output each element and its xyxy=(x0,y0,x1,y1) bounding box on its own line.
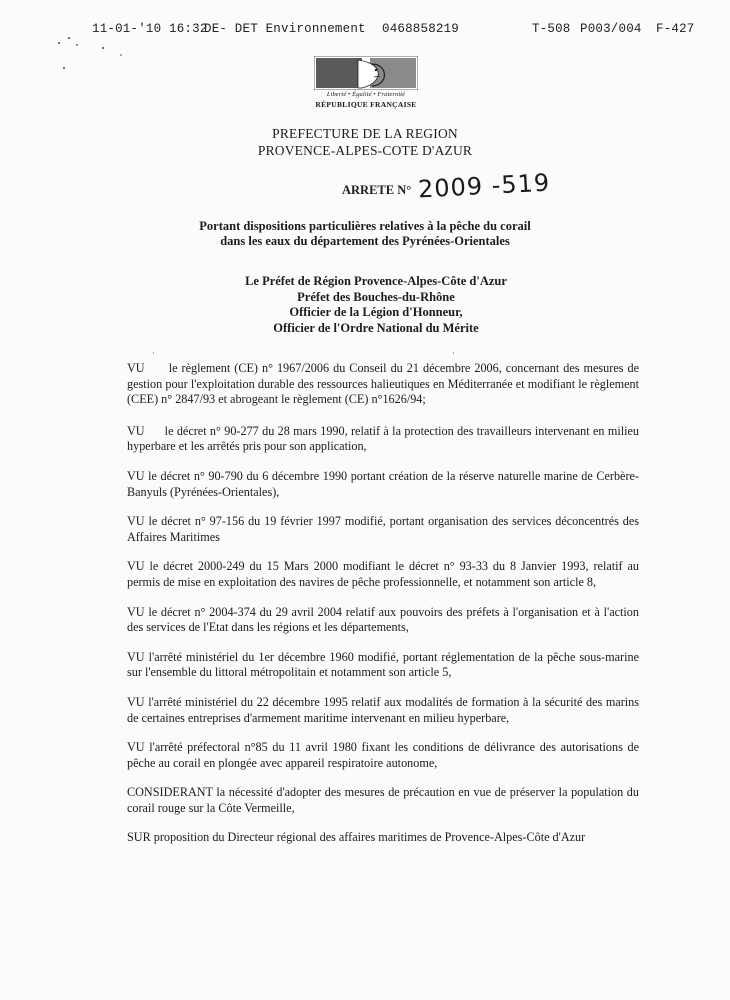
proposition-paragraph: SUR proposition du Directeur régional des affaires maritimes de Provence-Alpes-Côte d'Azur xyxy=(127,830,586,845)
prefet-line-2: Préfet des Bouches-du-Rhône xyxy=(297,289,455,304)
subject-line-2: dans les eaux du département des Pyrénées-Orientales xyxy=(220,234,510,248)
prefet-line-1: Le Préfet de Région Provence-Alpes-Côte d'Azur xyxy=(245,274,507,288)
prefecture-line-2: PROVENCE-ALPES-COTE D'AZUR xyxy=(257,143,473,158)
visa-paragraph: VU l'arrêté ministériel du 22 décembre 1995 relatif aux modalités de formation à la sécurité des marins de certaines entreprises d'armement maritime intervenant en milieu hyperbare, xyxy=(127,694,639,725)
considerant-paragraph: CONSIDERANT la nécessité d'adopter des mesures de précaution en vue de préserver la population du corail rouge sur la Côte Vermeille, xyxy=(127,785,639,815)
prefecture-line-1: PREFECTURE DE LA REGION xyxy=(272,126,458,141)
visa-paragraph: VU le décret n° 97-156 du 19 février 1997 modifié, portant organisation des services déconcentrés des Affaires Maritimes xyxy=(127,514,639,544)
republique-francaise-logo xyxy=(314,56,418,112)
fax-phone: 0468858219 xyxy=(382,22,460,36)
visa-paragraph: VU l'arrêté ministériel du 1er décembre 1960 modifié, portant réglementation de la pêche sous-marine sur l'ensemble du littoral métropolitain et notamment son article 5, xyxy=(127,649,639,680)
scan-mark: · xyxy=(452,348,455,358)
motto-text: Liberté • Égalité • Fraternité xyxy=(326,91,406,98)
visa-paragraph: VU l'arrêté préfectoral n°85 du 11 avril 1980 fixant les conditions de délivrance des autorisations de pêche au corail en plongée avec appareil respiratoire autonome, xyxy=(127,740,639,770)
marianne-emblem-icon xyxy=(314,56,418,90)
visa-paragraph: VU le décret n° 90-790 du 6 décembre 1990 portant création de la réserve naturelle marine de Cerbère-Banyuls (Pyrénées-Orientales), xyxy=(127,468,639,499)
arrete-subject xyxy=(0,219,730,249)
fax-datetime: 11-01-'10 16:32 xyxy=(92,22,208,36)
prefet-titles xyxy=(206,274,546,336)
scan-specks xyxy=(55,35,135,75)
visa-paragraph: VU le décret n° 2004-374 du 29 avril 2004 relatif aux pouvoirs des préfets à l'organisation et à l'action des services de l'Etat dans les régions et les départements, xyxy=(127,604,639,635)
visas-list xyxy=(127,361,643,860)
prefecture-heading xyxy=(0,125,730,159)
arrete-number-handwritten: 2009 -519 xyxy=(417,168,551,204)
fax-page: P003/004 xyxy=(580,22,642,36)
prefet-line-4: Officier de l'Ordre National du Mérite xyxy=(273,320,479,335)
visa-paragraph: VU le décret n° 90-277 du 28 mars 1990, relatif à la protection des travailleurs intervenant en milieu hyperbare et les arrêtés pris pour son application, xyxy=(127,423,643,454)
scan-mark: · xyxy=(152,348,155,358)
prefet-line-3: Officier de la Légion d'Honneur, xyxy=(289,305,463,319)
visa-paragraph: VU le décret 2000-249 du 15 Mars 2000 modifiant le décret n° 93-33 du 8 Janvier 1993, relatif au permis de mise en exploitation des navires de pêche professionnelle, et notamment son article 8, xyxy=(127,559,639,589)
fax-code: F-427 xyxy=(656,22,695,36)
arrete-label: ARRETE N° xyxy=(342,183,412,197)
visa-paragraph: VU le règlement (CE) n° 1967/2006 du Conseil du 21 décembre 2006, concernant des mesures de gestion pour l'exploitation durable des ressources halieutiques en Méditerranée et modifiant le règlement (CEE) n° 2847/93 et abrogeant le règlement (CE) n°1626/94; xyxy=(127,361,643,407)
fax-ref: T-508 xyxy=(532,22,571,36)
fax-sender: DE- DET Environnement xyxy=(204,22,366,36)
republique-francaise-text: RÉPUBLIQUE FRANÇAISE xyxy=(315,100,417,109)
subject-line-1: Portant dispositions particulières relatives à la pêche du corail xyxy=(199,219,531,233)
